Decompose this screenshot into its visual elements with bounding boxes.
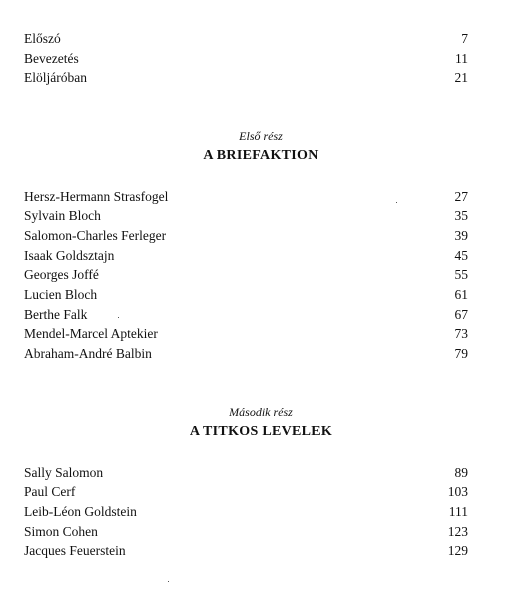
toc-entry-page: 7 — [461, 31, 468, 46]
toc-entry-title: Simon Cohen — [24, 524, 98, 539]
toc-entry-title: Abraham-André Balbin — [24, 346, 152, 361]
toc-entry-title: Elöljáróban — [24, 70, 87, 85]
toc-entry-page: 27 — [454, 189, 468, 204]
toc-entry-title: Sally Salomon — [24, 465, 104, 480]
toc-entry-page: 123 — [447, 524, 468, 539]
toc-entry-page: 45 — [454, 248, 468, 263]
toc-entry — [24, 305, 468, 325]
part-1-title: A BRIEFAKTION — [203, 148, 319, 163]
toc-entry — [24, 502, 468, 522]
part-1-label: Első rész — [239, 129, 283, 143]
toc-entry-preliminaries — [24, 68, 468, 88]
toc-entry — [24, 187, 468, 207]
toc-entry — [24, 482, 468, 502]
toc-entry-page: 73 — [454, 326, 468, 341]
toc-entry-page: 111 — [448, 504, 468, 519]
toc-entry-title: Berthe Falk — [24, 307, 88, 322]
toc-entry-page: 89 — [454, 465, 468, 480]
toc-entry-page: 39 — [454, 228, 468, 243]
toc-entry — [24, 226, 468, 246]
toc-entry-page: 129 — [447, 543, 468, 558]
scan-speck — [118, 317, 119, 318]
toc-entry — [24, 344, 468, 364]
toc-entry-title: Bevezetés — [24, 51, 79, 66]
toc-entry — [24, 522, 468, 542]
toc-entry-title: Előszó — [24, 31, 61, 46]
toc-entry-title: Lucien Bloch — [24, 287, 98, 302]
toc-entry-title: Jacques Feuerstein — [24, 543, 126, 558]
toc-entry-title: Isaak Goldsztajn — [24, 248, 115, 263]
toc-entry — [24, 246, 468, 266]
toc-entry-page: 35 — [454, 208, 468, 223]
toc-entry — [24, 463, 468, 483]
toc-entry-title: Sylvain Bloch — [24, 208, 101, 223]
toc-entry-foreword — [24, 29, 468, 49]
toc-entry-title: Georges Joffé — [24, 267, 99, 282]
toc-entry — [24, 206, 468, 226]
toc-entry-page: 55 — [454, 267, 468, 282]
toc-entry-title: Hersz-Hermann Strasfogel — [24, 189, 169, 204]
toc-entry-page: 11 — [455, 51, 468, 66]
toc-entry — [24, 541, 468, 561]
toc-entry-introduction — [24, 49, 468, 69]
toc-entry-title: Paul Cerf — [24, 484, 76, 499]
part-2-label: Második rész — [229, 405, 293, 419]
toc-entry-page: 103 — [447, 484, 468, 499]
scan-speck — [168, 581, 169, 582]
toc-entry-title: Leib-Léon Goldstein — [24, 504, 137, 519]
toc-entry — [24, 265, 468, 285]
part-2-title: A TITKOS LEVELEK — [189, 424, 333, 439]
toc-entry-page: 61 — [454, 287, 468, 302]
toc-entry — [24, 285, 468, 305]
toc-entry-title: Salomon-Charles Ferleger — [24, 228, 167, 243]
toc-entry-title: Mendel-Marcel Aptekier — [24, 326, 158, 341]
toc-entry — [24, 324, 468, 344]
toc-entry-page: 67 — [454, 307, 468, 322]
toc-entry-page: 79 — [454, 346, 468, 361]
scan-speck — [396, 202, 397, 203]
toc-entry-page: 21 — [454, 70, 468, 85]
